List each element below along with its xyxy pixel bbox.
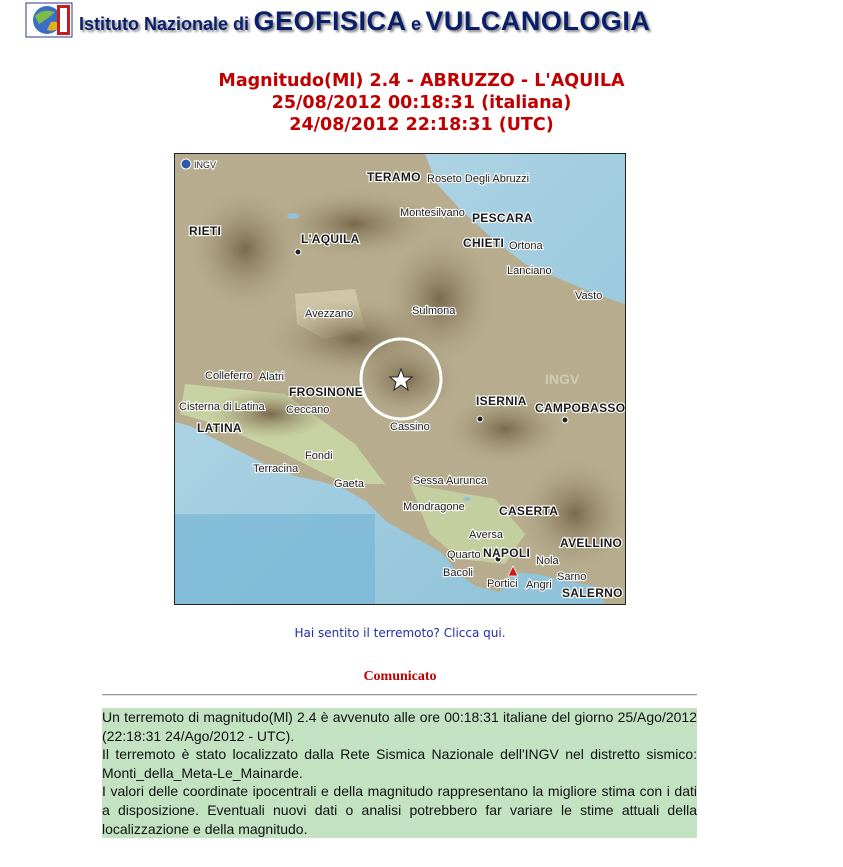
headline-local-time: 25/08/2012 00:18:31 (italiana) [271, 93, 572, 113]
place-lanciano: Lanciano [507, 265, 552, 277]
place-montesilvano: Montesilvano [400, 207, 465, 219]
place-roseto: Roseto Degli Abruzzi [427, 173, 530, 185]
city-marker [477, 416, 483, 422]
place-frosinone: FROSINONE [289, 385, 364, 399]
headline-utc-time: 24/08/2012 22:18:31 (UTC) [289, 115, 554, 135]
place-isernia: ISERNIA [476, 394, 527, 408]
place-ceccano: Ceccano [286, 404, 330, 416]
ingv-logo-icon [25, 2, 73, 38]
place-terracina: Terracina [253, 463, 299, 475]
divider [102, 694, 697, 696]
place-sarno: Sarno [557, 571, 587, 583]
epicenter-map [174, 153, 626, 605]
place-teramo: TERAMO [367, 170, 421, 184]
header-title [79, 6, 650, 37]
comunicato-paragraph: Il terremoto è stato localizzato dalla Rete Sismica Nazionale dell'INGV nel distretto sismico: Monti_della_Meta-Le_Mainarde. [102, 746, 697, 781]
comunicato-text [102, 708, 697, 838]
place-gaeta: Gaeta [334, 478, 364, 490]
place-aversa: Aversa [469, 529, 504, 541]
sea-deep [175, 514, 375, 604]
place-sulmona: Sulmona [412, 305, 456, 317]
place-quarto: Quarto [447, 549, 481, 561]
place-avezzano: Avezzano [305, 308, 354, 320]
place-avellino: AVELLINO [560, 536, 623, 550]
city-marker [562, 417, 568, 423]
comunicato-paragraph: Un terremoto di magnitudo(Ml) 2.4 è avvenuto alle ore 00:18:31 italiane del giorno 25/Ago/2012 (22:18:31 24/Ago/2012 - UTC). [102, 709, 697, 744]
map-logo-text: INGV [194, 160, 217, 170]
place-campobasso: CAMPOBASSO [535, 401, 625, 415]
headline-magnitude: Magnitudo(Ml) 2.4 - ABRUZZO - L'AQUILA [218, 71, 625, 91]
header-title-part4: VULCANOLOGIA [425, 6, 651, 36]
header-title-part2: GEOFISICA [253, 6, 407, 36]
place-pescara: PESCARA [472, 211, 533, 225]
place-ortona: Ortona [509, 240, 543, 252]
place-laquila: L'AQUILA [301, 232, 360, 246]
place-mondragone: Mondragone [403, 501, 465, 513]
place-angri: Angri [526, 579, 552, 591]
place-nola: Nola [536, 555, 559, 567]
place-latina: LATINA [197, 421, 242, 435]
header-title-part1: Istituto Nazionale di [79, 14, 250, 34]
ingv-map-logo-icon [181, 159, 191, 169]
place-vasto: Vasto [575, 290, 603, 302]
place-cassino: Cassino [390, 421, 430, 433]
felt-earthquake-link[interactable]: Hai sentito il terremoto? Clicca qui. [294, 626, 506, 640]
place-salerno: SALERNO [562, 586, 623, 600]
mountains-reatini [190, 189, 300, 309]
place-alatri: Alatri [259, 371, 285, 383]
place-sessa: Sessa Aurunca [413, 475, 487, 487]
place-chieti: CHIETI [463, 236, 505, 250]
map-canvas [175, 154, 625, 604]
place-portici: Portici [487, 578, 518, 590]
place-rieti: RIETI [189, 224, 222, 238]
place-cisterna: Cisterna di Latina [179, 401, 265, 413]
place-napoli: NAPOLI [483, 546, 531, 560]
lake [287, 213, 299, 219]
event-headline [0, 70, 843, 136]
city-marker [295, 249, 301, 255]
felt-earthquake-row [0, 626, 800, 640]
ingv-header [25, 2, 785, 42]
header-title-part3: e [410, 14, 421, 34]
map-watermark: INGV [545, 371, 580, 387]
place-bacoli: Bacoli [443, 567, 473, 579]
comunicato-paragraph: I valori delle coordinate ipocentrali e della magnitudo rappresentano la migliore stima con i dati a disposizione. Eventuali nuovi dati o analisi potrebbero far variare le stime attuali della localizzazione e della magnitudo. [102, 783, 697, 837]
place-colleferro: Colleferro [205, 370, 253, 382]
place-caserta: CASERTA [499, 504, 559, 518]
place-fondi: Fondi [305, 450, 333, 462]
comunicato-title: Comunicato [363, 669, 437, 684]
